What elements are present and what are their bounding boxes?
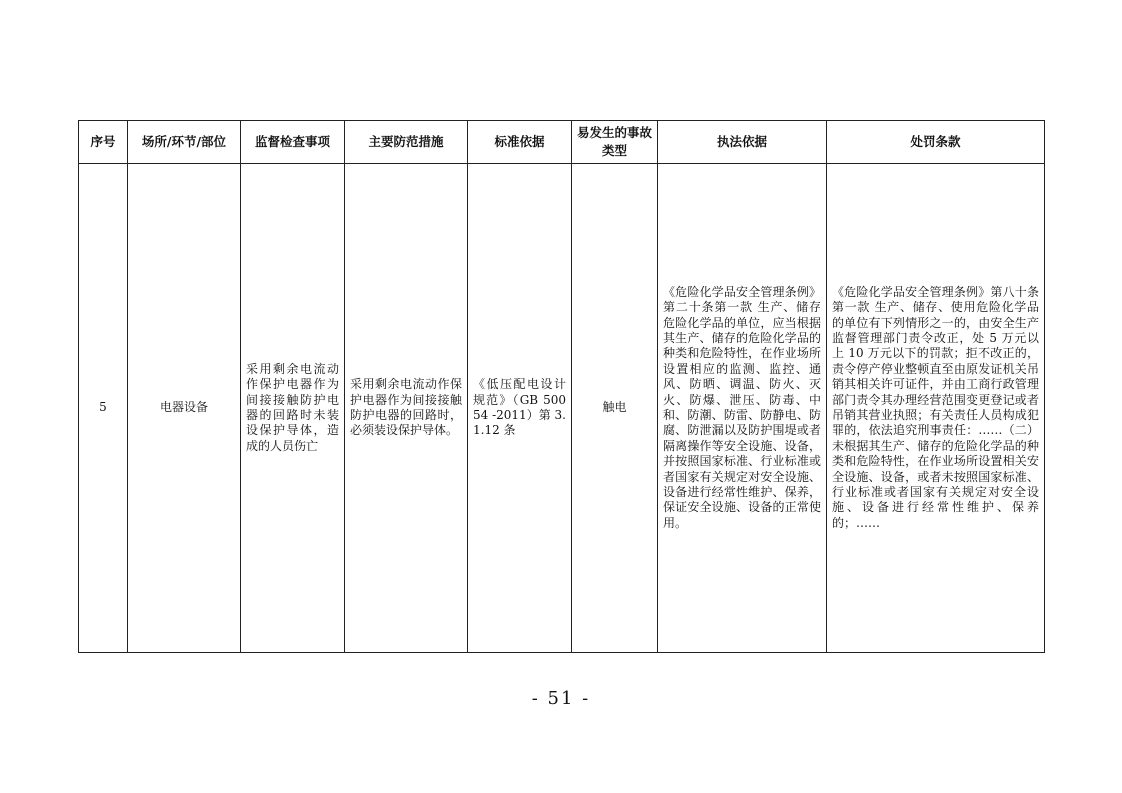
header-standard: 标准依据 xyxy=(468,121,572,164)
cell-place: 电器设备 xyxy=(128,164,241,653)
header-place: 场所/环节/部位 xyxy=(128,121,241,164)
table-header-row xyxy=(79,121,1045,164)
cell-prevention: 采用剩余电流动作保护电器作为间接接触防护电器的回路时，必须装设保护导体。 xyxy=(345,164,468,653)
inspection-table xyxy=(78,120,1045,653)
cell-penalty: 《危险化学品安全管理条例》第八十条第一款 生产、储存、使用危险化学品的单位有下列情形之一的，由安全生产监督管理部门责令改正，处 5 万元以上 10 万元以下的罚款；拒不改正的，责令停产停业整顿直至由原发证机关吊销其相关许可证件，并由工商行政管理部门责令其办理经营范围变更登记或者吊销其营业执照；有关责任人员构成犯罪的，依法追究刑事责任：……（二）未根据其生产、储存的危险化学品的种类和危险特性，在作业场所设置相关安全设施、设备，或者未按照国家标准、行业标准或者国家有关规定对安全设施、设备进行经常性维护、保养的；…… xyxy=(827,164,1045,653)
cell-legal-basis: 《危险化学品安全管理条例》第二十条第一款 生产、储存危险化学品的单位，应当根据其生产、储存的危险化学品的种类和危险特性，在作业场所设置相应的监测、监控、通风、防晒、调温、防火、灭火、防爆、泄压、防毒、中和、防潮、防雷、防静电、防腐、防泄漏以及防护围堤或者隔离操作等安全设施、设备，并按照国家标准、行业标准或者国家有关规定对安全设施、设备进行经常性维护、保养，保证安全设施、设备的正常使用。 xyxy=(658,164,827,653)
header-seq: 序号 xyxy=(79,121,128,164)
table-row xyxy=(79,164,1045,653)
header-prevention: 主要防范措施 xyxy=(345,121,468,164)
header-inspection-item: 监督检查事项 xyxy=(241,121,345,164)
header-legal-basis: 执法依据 xyxy=(658,121,827,164)
cell-inspection-item: 采用剩余电流动作保护电器作为间接接触防护电器的回路时未装设保护导体，造成的人员伤亡 xyxy=(241,164,345,653)
cell-accident-type: 触电 xyxy=(572,164,658,653)
page-number: - 51 - xyxy=(531,688,591,709)
header-accident-type: 易发生的事故类型 xyxy=(572,121,658,164)
cell-seq: 5 xyxy=(79,164,128,653)
header-penalty: 处罚条款 xyxy=(827,121,1045,164)
cell-standard: 《低压配电设计规范》（GB 50054 -2011）第 3.1.12 条 xyxy=(468,164,572,653)
